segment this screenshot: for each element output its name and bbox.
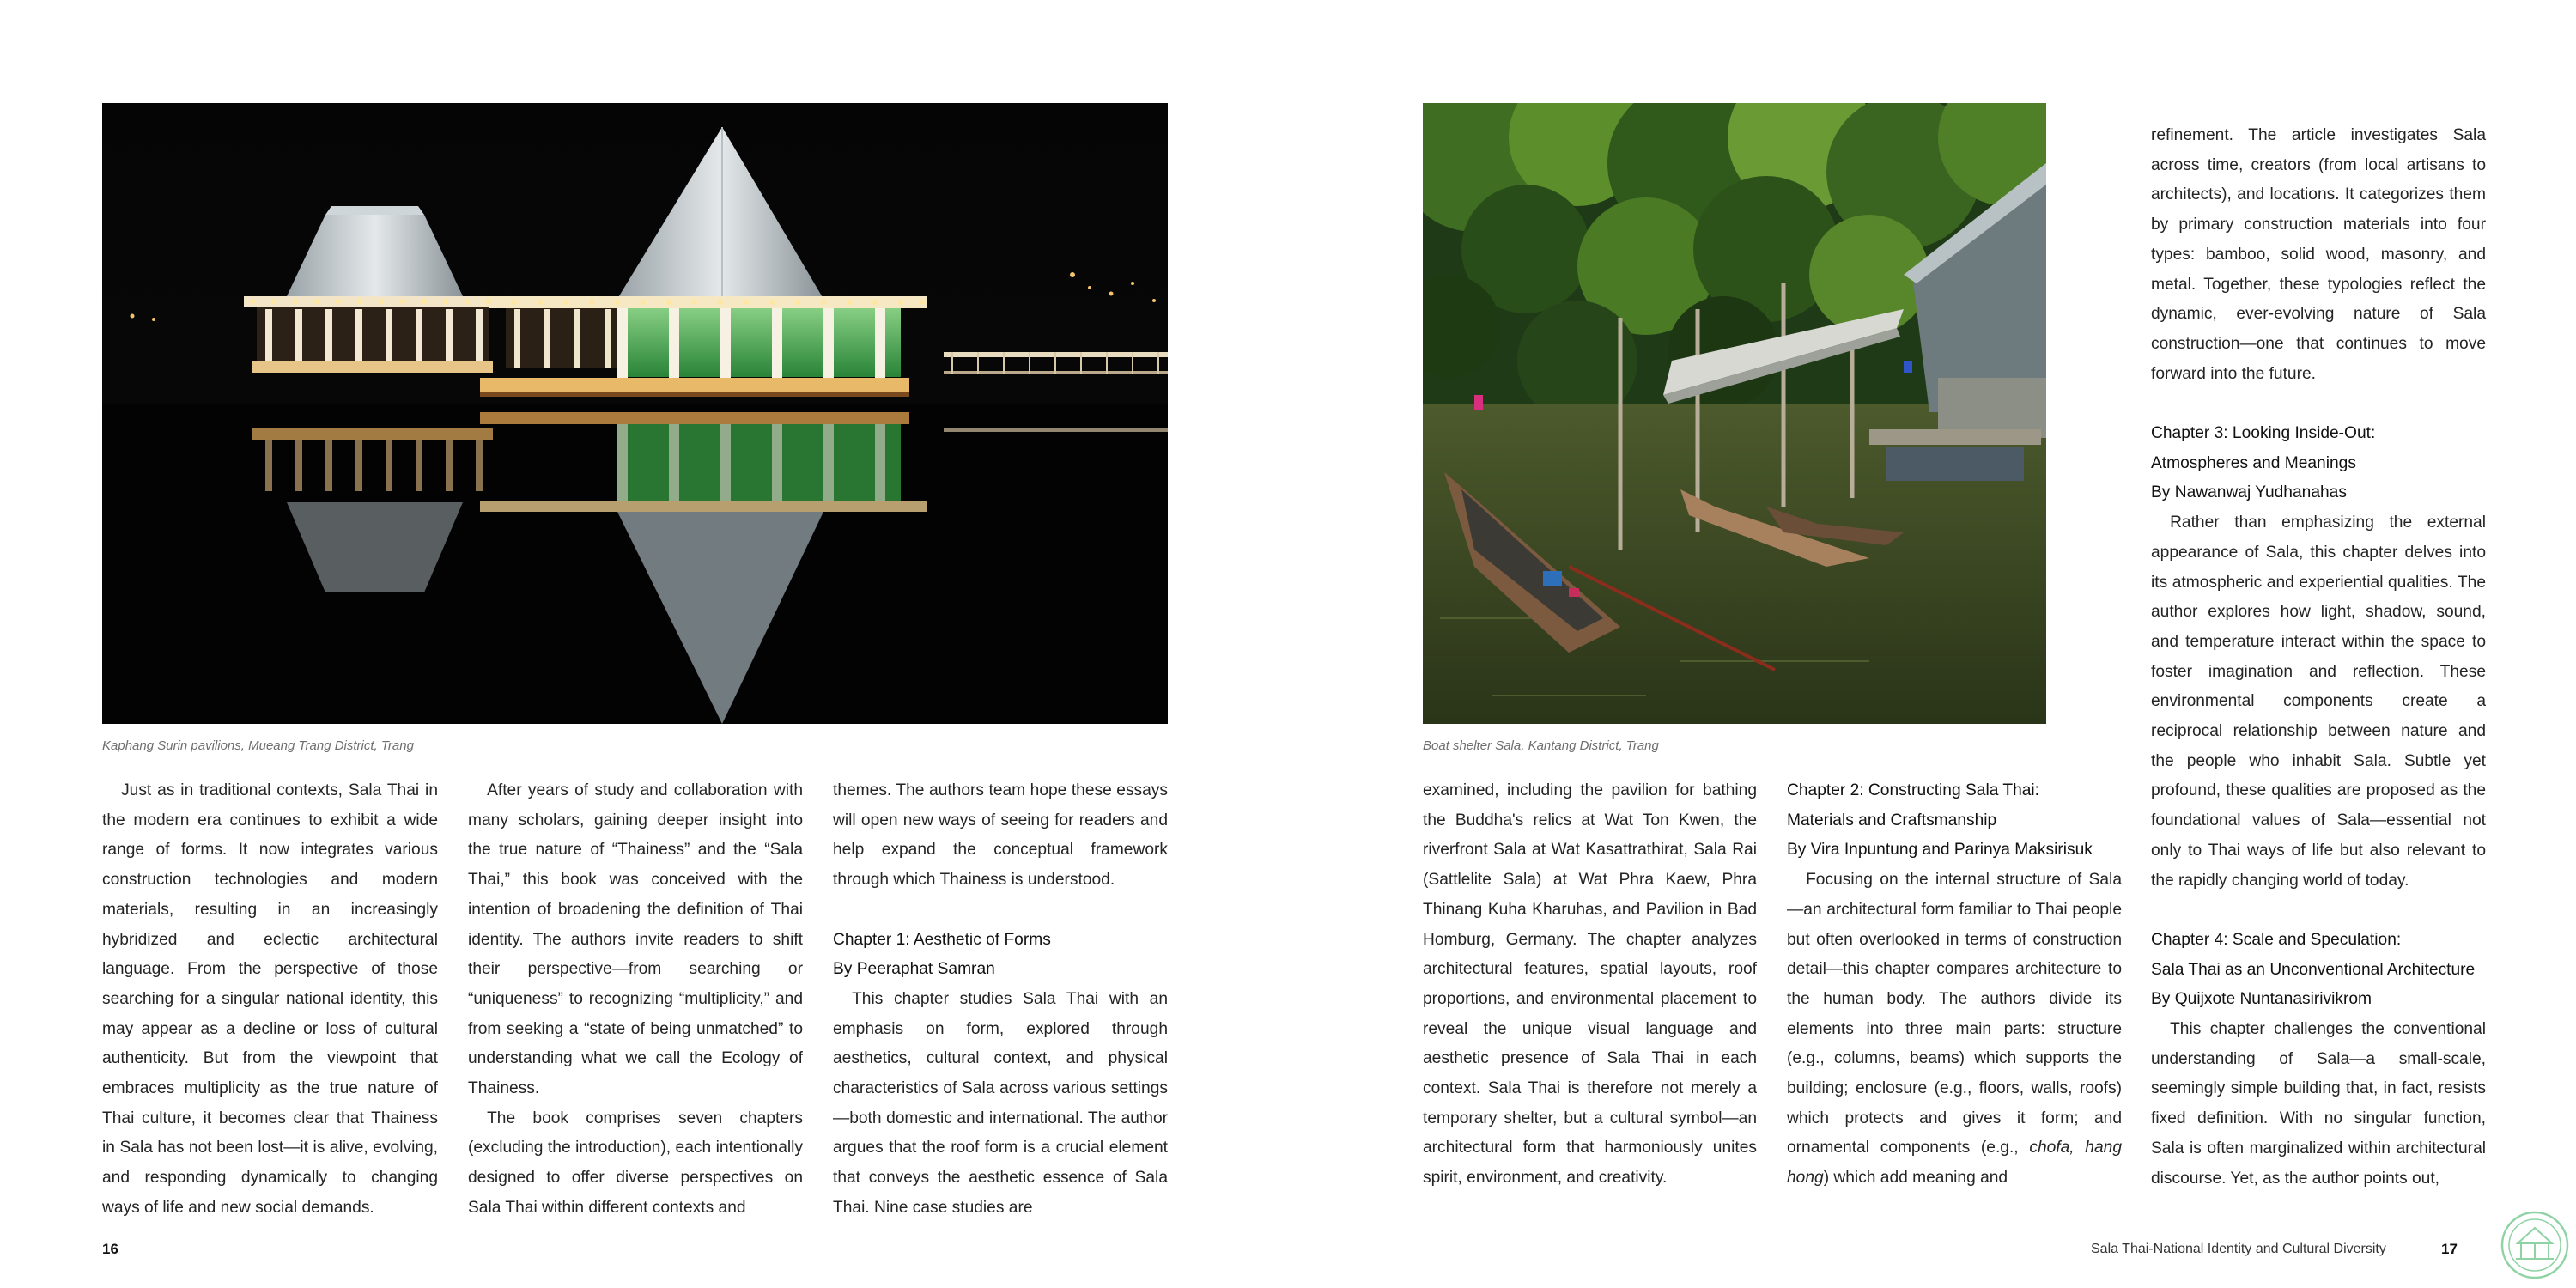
chapter-3-title: Chapter 3: Looking Inside-Out: (2151, 424, 2376, 443)
paragraph: After years of study and collaboration with many scholars, gaining deeper insight into the true nature of “Thainess” and the “Sala Thai,” this book was conceived with the intention of broadening the definition of Thai identity. The authors invite readers to shift their perspective—from searching or “uniqueness” to recognizing “multiplicity,” and from seeking a “state of being unmatched” to understanding what we call the Ecology of Thainess. (468, 781, 803, 1098)
paragraph: refinement. The article investigates Sala across time, creators (from local artisans to architects), and locations. It categorizes them by primary construction materials into four types: bamboo, solid wood, masonry, and metal. Together, these typologies reflect the dynamic, ever-evolving nature of Sala construction—one that continues to move forward into the future. (2151, 126, 2486, 383)
text-column-1 (1423, 776, 1757, 1194)
paragraph: themes. The authors team hope these essays will open new ways of seeing for readers and help expand the conceptual framework through which Thainess is understood. (833, 781, 1168, 890)
paragraph: This chapter challenges the conventional understanding of Sala—a small-scale, seemingly simple building that, in fact, resists fixed definition. With no singular function, Sala is often marginalized within architectural discourse. Yet, as the author points out, (2151, 1020, 2486, 1188)
night-pavilion-photo (102, 103, 1168, 724)
paragraph: The book comprises seven chapters (excluding the introduction), each intentionally designed to offer diverse perspectives on Sala Thai within different contexts and (468, 1109, 803, 1217)
boat-shelter-photo (1423, 103, 2046, 724)
page-number-left: 16 (102, 1241, 118, 1257)
text-column-2 (468, 776, 803, 1224)
text-column-3 (2151, 121, 2486, 1194)
text-column-1 (102, 776, 438, 1224)
photo-caption: Kaphang Surin pavilions, Mueang Trang District, Trang (102, 738, 414, 753)
running-title: Sala Thai-National Identity and Cultural Diversity (2091, 1242, 2386, 1256)
pavilion-logo-stamp-icon (2499, 1209, 2571, 1281)
paragraph: Just as in traditional contexts, Sala Thai in the modern era continues to exhibit a wide range of forms. It now integrates various construction technologies and modern materials, resulting in an increasingly hybridized and eclectic architectural language. From the perspective of those searching for a singular national identity, this may appear as a decline or loss of cultural authenticity. But from the viewpoint that embraces multiplicity as the true nature of Thai culture, it becomes clear that Thainess in Sala has not been lost—it is alive, evolving, and responding dynamically to changing ways of life and new social demands. (102, 781, 438, 1217)
photo-caption: Boat shelter Sala, Kantang District, Trang (1423, 738, 1659, 753)
chapter-1-author: By Peeraphat Samran (833, 960, 995, 979)
paragraph: This chapter studies Sala Thai with an emphasis on form, explored through aesthetics, cultural context, and physical characteristics of Sala across various settings—both domestic and international. The author argues that the roof form is a crucial element that conveys the aesthetic essence of Sala Thai. Nine case studies are (833, 989, 1168, 1217)
chapter-4-title: Chapter 4: Scale and Speculation: (2151, 930, 2402, 949)
chapter-2-subtitle: Materials and Craftsmanship (1787, 811, 1997, 829)
chapter-1-title: Chapter 1: Aesthetic of Forms (833, 930, 1051, 949)
right-page (1288, 0, 2576, 1288)
chapter-2-title: Chapter 2: Constructing Sala Thai: (1787, 781, 2040, 799)
page-number-right: 17 (2441, 1241, 2458, 1257)
chapter-2-author: By Vira Inpuntung and Parinya Maksirisuk (1787, 841, 2093, 860)
chapter-4-subtitle: Sala Thai as an Unconventional Architecture (2151, 960, 2476, 979)
text-column-3 (833, 776, 1168, 1224)
paragraph: examined, including the pavilion for bathing the Buddha's relics at Wat Ton Kwen, the riverfront Sala at Wat Kasattrathirat, Sala Rai (Sattlelite Sala) at Wat Phra Kaew, Phra Thinang Kuha Kharuhas, and Pavilion in Bad Homburg, Germany. The chapter analyzes architectural features, spatial layouts, roof proportions, and environmental placement to reveal the unique visual language and aesthetic presence of Sala Thai in each context. Sala Thai is therefore not merely a temporary shelter, but a cultural symbol—an architectural form that harmoniously unites spirit, environment, and creativity. (1423, 781, 1757, 1188)
chapter-4-author: By Quijxote Nuntanasirivikrom (2151, 990, 2372, 1009)
paragraph: Focusing on the internal structure of Sala—an architectural form familiar to Thai people but often overlooked in terms of construction detail—this chapter compares architecture to the human body. The authors divide its elements into three main parts: structure (e.g., columns, beams) which supports the building; enclosure (e.g., floors, walls, roofs) which protects and gives it form; and ornamental components (e.g., chofa, hang hong) which add meaning and (1787, 871, 2122, 1188)
text-column-2 (1787, 776, 2122, 1194)
chapter-3-author: By Nawanwaj Yudhanahas (2151, 483, 2347, 502)
paragraph: Rather than emphasizing the external appearance of Sala, this chapter delves into its atmospheric and experiential qualities. The author explores how light, shadow, sound, and temperature interact within the space to foster imagination and reflection. These environmental components create a reciprocal relationship between nature and the people who inhabit Sala. Subtle yet profound, these qualities are proposed as the foundational values of Sala—essential not only to Thai ways of life but also relevant to the rapidly changing world of today. (2151, 513, 2486, 890)
chapter-3-subtitle: Atmospheres and Meanings (2151, 453, 2356, 472)
